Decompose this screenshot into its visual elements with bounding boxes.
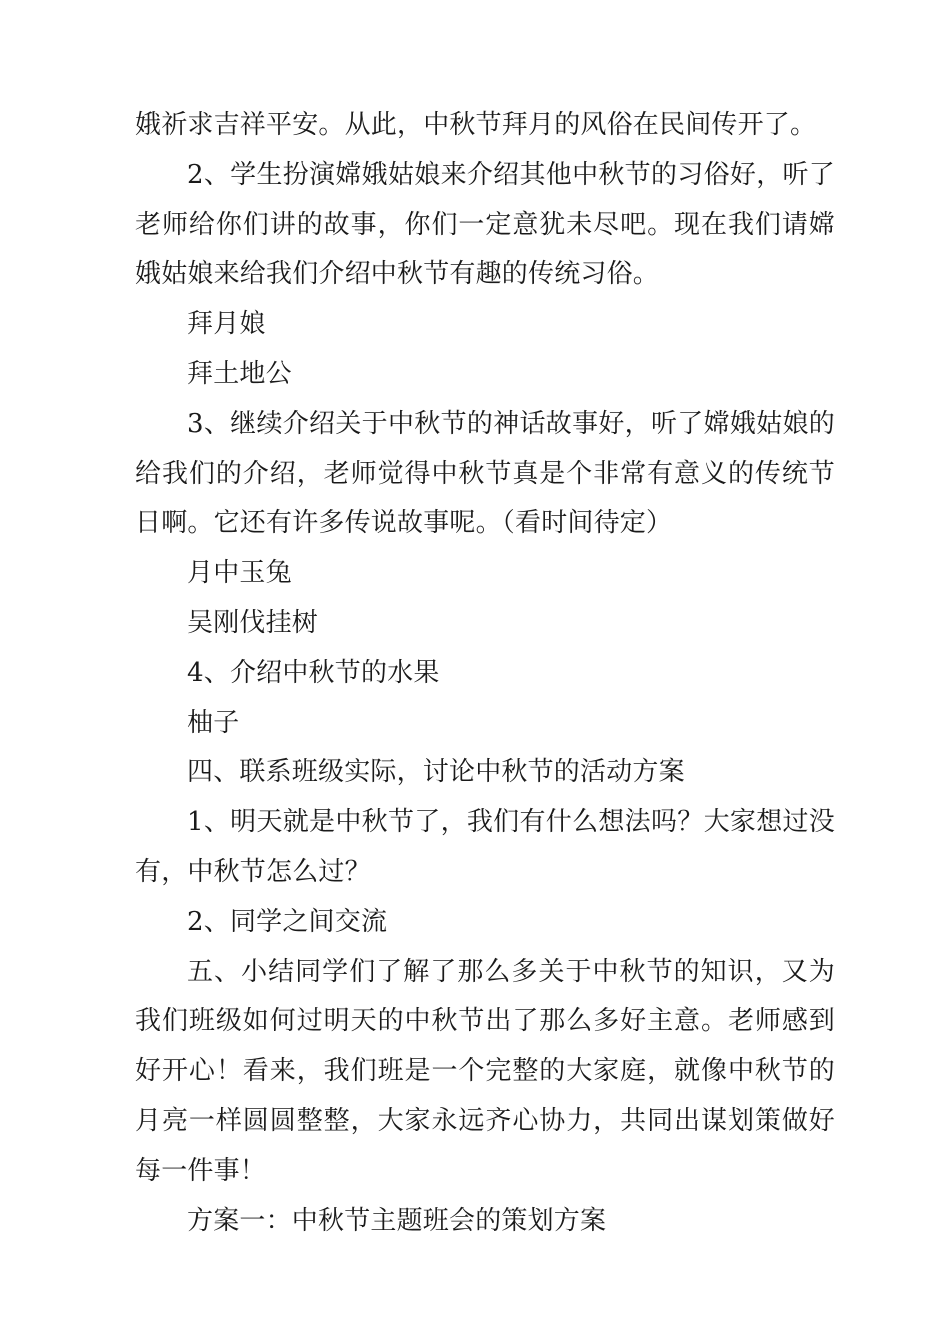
paragraph-11: 1、明天就是中秋节了，我们有什么想法吗？大家想过没有，中秋节怎么过？ <box>135 807 835 887</box>
paragraph-3: 拜月娘 <box>187 309 266 340</box>
paragraph-10: 四、联系班级实际，讨论中秋节的活动方案 <box>187 757 685 788</box>
paragraph-14: 方案一：中秋节主题班会的策划方案 <box>187 1205 607 1236</box>
document-body <box>135 101 835 1246</box>
paragraph-4: 拜土地公 <box>187 358 292 389</box>
paragraph-5: 3、继续介绍关于中秋节的神话故事好，听了嫦娥姑娘的给我们的介绍，老师觉得中秋节真是个非常有意义的传统节日啊。它还有许多传说故事呢。（看时间待定） <box>135 408 835 539</box>
paragraph-9: 柚子 <box>187 707 240 738</box>
paragraph-1: 娥祈求吉祥平安。从此，中秋节拜月的风俗在民间传开了。 <box>135 110 817 140</box>
paragraph-8: 4、介绍中秋节的水果 <box>187 657 440 688</box>
paragraph-12: 2、同学之间交流 <box>187 906 388 937</box>
paragraph-6: 月中玉兔 <box>187 558 292 589</box>
paragraph-7: 吴刚伐挂树 <box>187 607 319 638</box>
paragraph-13: 五、小结同学们了解了那么多关于中秋节的知识，又为我们班级如何过明天的中秋节出了那么多好主意。老师感到好开心！看来，我们班是一个完整的大家庭，就像中秋节的月亮一样圆圆整整，大家永远齐心协力，共同出谋划策做好每一件事！ <box>135 956 835 1186</box>
paragraph-2: 2、学生扮演嫦娥姑娘来介绍其他中秋节的习俗好，听了老师给你们讲的故事，你们一定意犹未尽吧。现在我们请嫦娥姑娘来给我们介绍中秋节有趣的传统习俗。 <box>135 159 835 290</box>
